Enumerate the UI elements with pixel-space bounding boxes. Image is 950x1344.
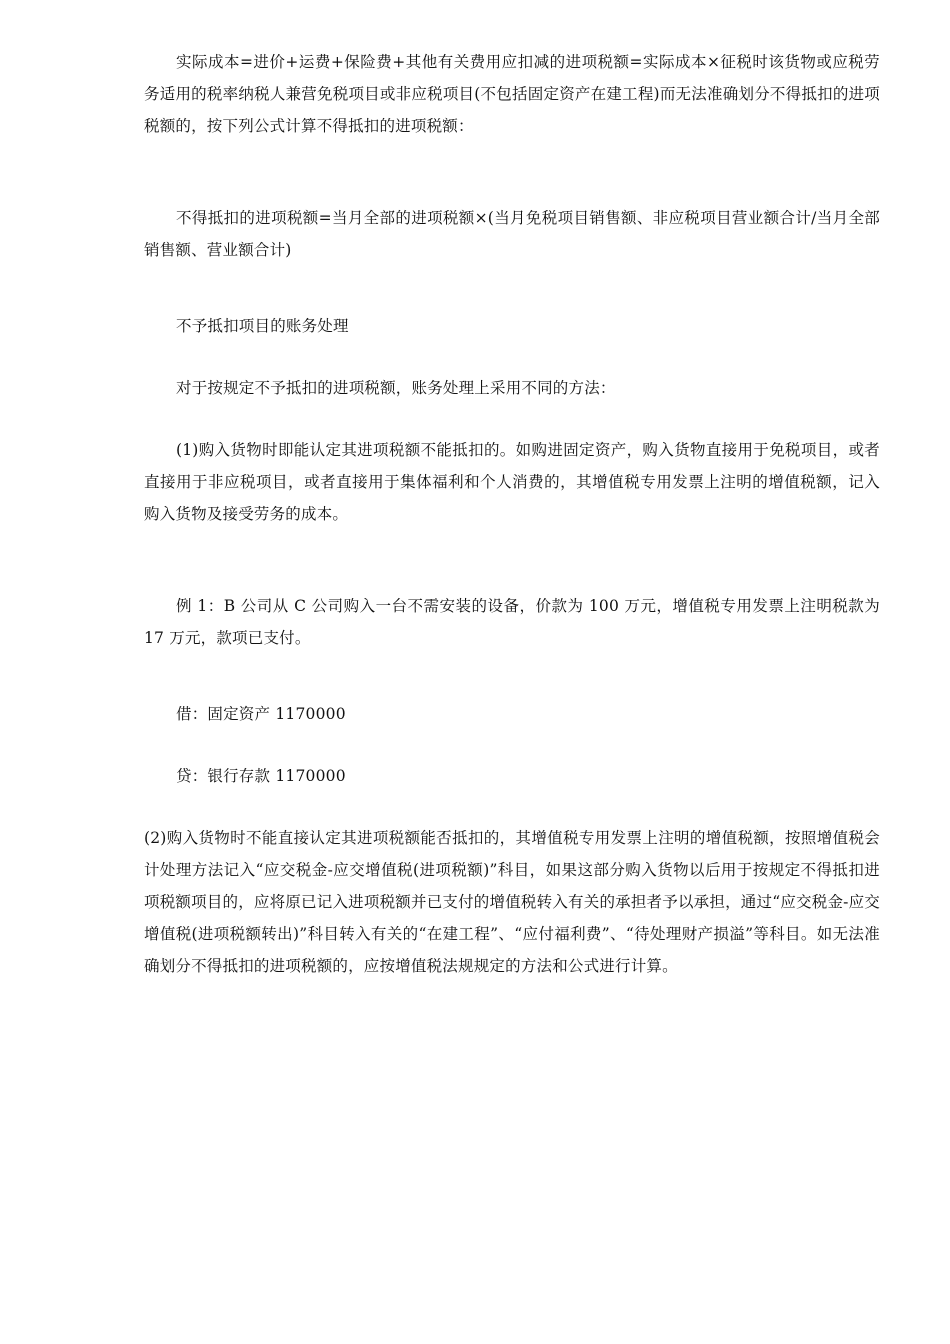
paragraph-credit-entry: 贷：银行存款 1170000 [176, 767, 346, 785]
paragraph-actual-cost-formula: 实际成本=进价+运费+保险费+其他有关费用应扣减的进项税额=实际成本×征税时该货物或应税劳务适用的税率纳税人兼营免税项目或非应税项目(不包括固定资产在建工程)而无法准确划分不得抵扣的进项税额的，按下列公式计算不得抵扣的进项税额： [144, 53, 880, 135]
paragraph-intro-methods: 对于按规定不予抵扣的进项税额，账务处理上采用不同的方法： [176, 379, 616, 397]
paragraph-section-heading: 不予抵扣项目的账务处理 [176, 317, 349, 335]
paragraph-example-1: 例 1：B 公司从 C 公司购入一台不需安装的设备，价款为 100 万元，增值税专用发票上注明税款为 17 万元，款项已支付。 [144, 597, 880, 647]
paragraph-method-2: (2)购入货物时不能直接认定其进项税额能否抵扣的，其增值税专用发票上注明的增值税额，按照增值税会计处理方法记入“应交税金-应交增值税(进项税额)”科目，如果这部分购入货物以后用于按规定不得抵扣进项税额项目的，应将原已记入进项税额并已支付的增值税转入有关的承担者予以承担，通过“应交税金-应交增值税(进项税额转出)”科目转入有关的“在建工程”、“应付福利费”、“待处理财产损溢”等科目。如无法准确划分不得抵扣的进项税额的，应按增值税法规规定的方法和公式进行计算。 [144, 829, 880, 975]
paragraph-debit-entry: 借：固定资产 1170000 [176, 705, 346, 723]
paragraph-method-1: (1)购入货物时即能认定其进项税额不能抵扣的。如购进固定资产，购入货物直接用于免税项目，或者直接用于非应税项目，或者直接用于集体福利和个人消费的，其增值税专用发票上注明的增值税额，记入购入货物及接受劳务的成本。 [144, 441, 880, 523]
paragraph-non-deductible-formula: 不得抵扣的进项税额=当月全部的进项税额×(当月免税项目销售额、非应税项目营业额合计/当月全部销售额、营业额合计) [144, 209, 880, 259]
